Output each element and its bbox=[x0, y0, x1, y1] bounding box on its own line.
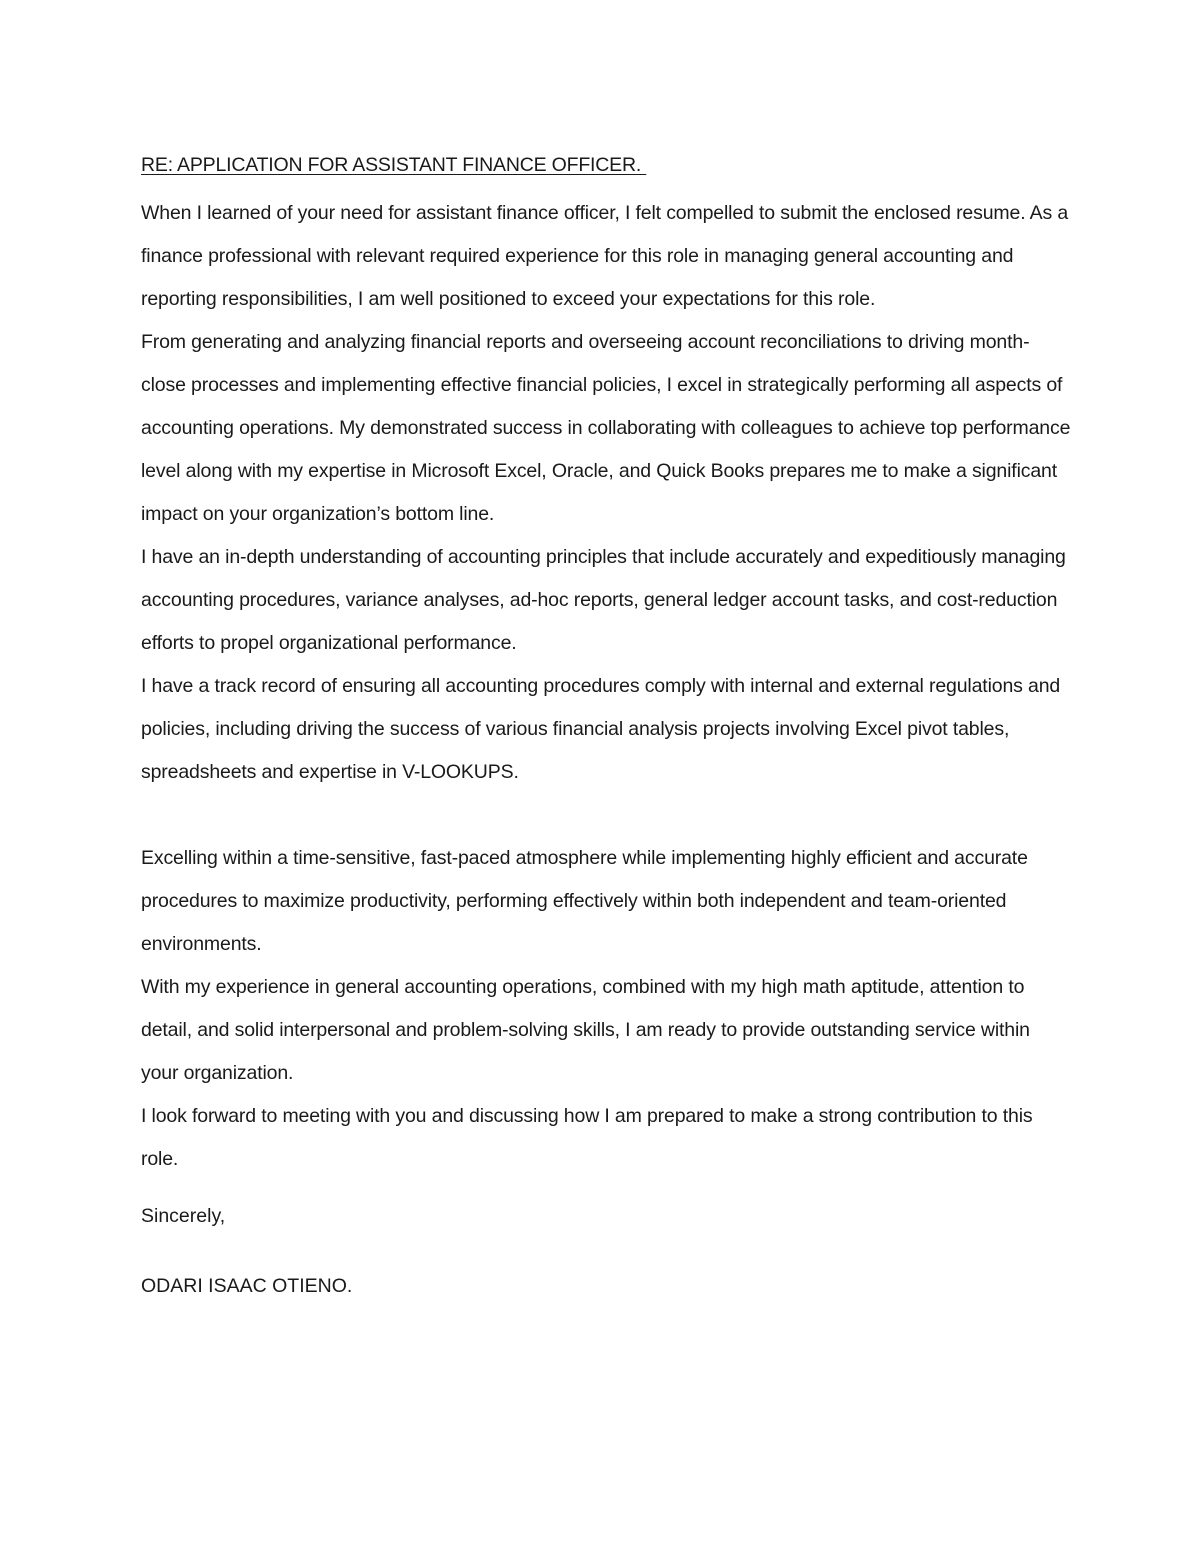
paragraph-closing: I look forward to meeting with you and discussing how I am prepared to make a strong contribution to this role. bbox=[141, 1105, 1033, 1170]
letter-page bbox=[141, 150, 1071, 1301]
paragraph-skills: With my experience in general accounting operations, combined with my high math aptitude, attention to detail, and solid interpersonal and problem-solving skills, I am ready to provide outstanding service within your organization. bbox=[141, 976, 1030, 1084]
paragraph-principles: I have an in-depth understanding of accounting principles that include accurately and expeditiously managing accounting procedures, variance analyses, ad-hoc reports, general ledger account tasks, and cost-reduction efforts to propel organizational performance. bbox=[141, 546, 1066, 654]
letter-subject: RE: APPLICATION FOR ASSISTANT FINANCE OFFICER. bbox=[141, 154, 647, 176]
paragraph-intro: When I learned of your need for assistant finance officer, I felt compelled to submit the enclosed resume. As a finance professional with relevant required experience for this role in managing general accounting and reporting responsibilities, I am well positioned to exceed your expectations for this role. bbox=[141, 202, 1069, 310]
letter-closing: Sincerely, bbox=[141, 1205, 226, 1227]
paragraph-experience: From generating and analyzing financial reports and overseeing account reconciliations to driving month-close processes and implementing effective financial policies, I excel in strategically performing all aspects of accounting operations. My demonstrated success in collaborating with colleagues to achieve top performance level along with my expertise in Microsoft Excel, Oracle, and Quick Books prepares me to make a significant impact on your organization’s bottom line. bbox=[141, 331, 1071, 525]
letter-signature: ODARI ISAAC OTIENO. bbox=[141, 1275, 353, 1297]
paragraph-spacer bbox=[141, 794, 1071, 837]
paragraph-track-record: I have a track record of ensuring all accounting procedures comply with internal and external regulations and policies, including driving the success of various financial analysis projects involving Excel pivot tables, spreadsheets and expertise in V-LOOKUPS. bbox=[141, 675, 1061, 783]
paragraph-excelling: Excelling within a time-sensitive, fast-paced atmosphere while implementing highly efficient and accurate procedures to maximize productivity, performing effectively within both independent and team-oriented environments. bbox=[141, 847, 1028, 955]
